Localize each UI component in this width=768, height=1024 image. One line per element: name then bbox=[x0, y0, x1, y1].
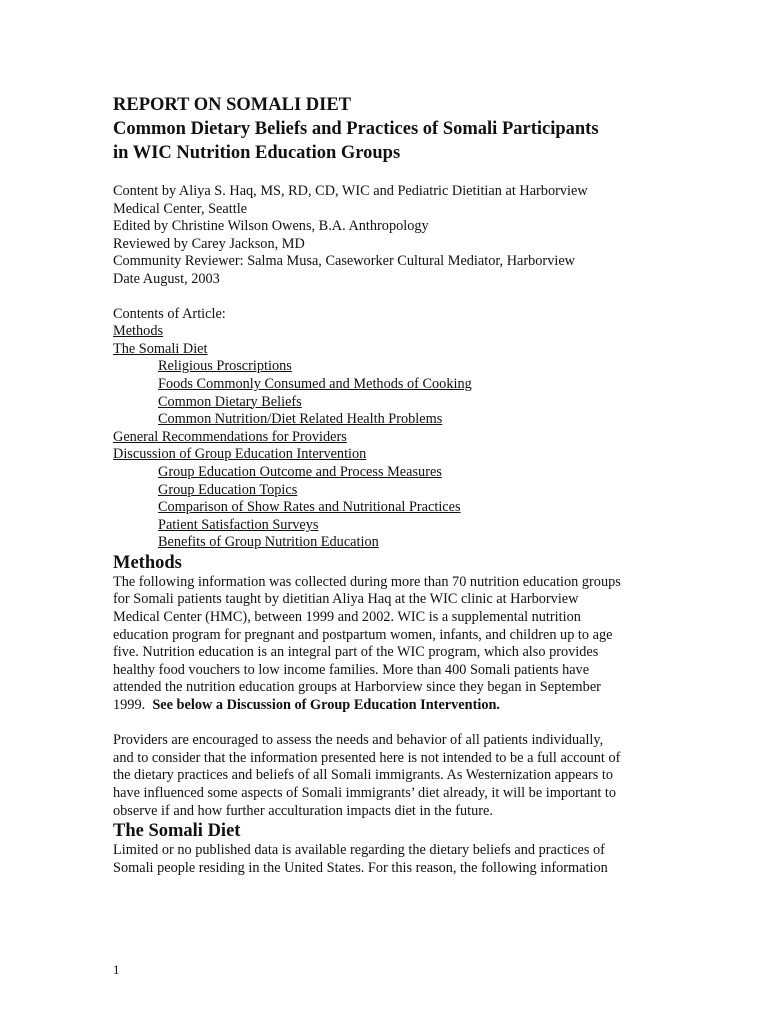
text-line: Limited or no published data is available regarding the dietary beliefs and practices of bbox=[113, 842, 605, 859]
table-of-contents bbox=[113, 306, 658, 552]
credit-line: Content by Aliya S. Haq, MS, RD, CD, WIC and Pediatric Dietitian at Harborview bbox=[113, 183, 588, 199]
toc-link-education-topics[interactable]: Group Education Topics bbox=[158, 481, 298, 498]
credit-line: Community Reviewer: Salma Musa, Caseworker Cultural Mediator, Harborview bbox=[113, 253, 575, 270]
page-number: 1 bbox=[113, 962, 120, 977]
text-line: have influenced some aspects of Somali immigrants’ diet already, it will be important to bbox=[113, 785, 617, 801]
toc-link-foods-and-cooking[interactable]: Foods Commonly Consumed and Methods of Cooking bbox=[158, 375, 472, 392]
text-line: The following information was collected during more than 70 nutrition education groups bbox=[113, 573, 621, 590]
somali-diet-heading: The Somali Diet bbox=[113, 821, 241, 842]
toc-link-outcome-measures[interactable]: Group Education Outcome and Process Measures bbox=[158, 463, 442, 480]
text-line: for Somali patients taught by dietitian Aliya Haq at the WIC clinic at Harborview bbox=[113, 591, 579, 608]
text-line: and to consider that the information presented here is not intended to be a full account of bbox=[113, 749, 621, 766]
text-line: attended the nutrition education groups at Harborview since they began in September bbox=[113, 679, 601, 696]
text-line: Medical Center (HMC), between 1999 and 2002. WIC is a supplemental nutrition bbox=[113, 609, 581, 626]
somali-diet-paragraph-1 bbox=[113, 842, 658, 877]
credit-line: Date August, 2003 bbox=[113, 270, 220, 287]
methods-paragraph-1 bbox=[113, 574, 658, 715]
toc-heading: Contents of Article: bbox=[113, 305, 226, 322]
toc-link-health-problems[interactable]: Common Nutrition/Diet Related Health Problems bbox=[158, 411, 443, 428]
methods-heading: Methods bbox=[113, 552, 182, 573]
methods-paragraph-2 bbox=[113, 732, 658, 820]
credit-line: Reviewed by Carey Jackson, MD bbox=[113, 235, 305, 252]
cross-reference-note: See below a Discussion of Group Education Intervention. bbox=[152, 697, 500, 714]
text-line: the dietary practices and beliefs of all Somali immigrants. As Westernization appears to bbox=[113, 767, 614, 784]
toc-link-somali-diet[interactable]: The Somali Diet bbox=[113, 340, 208, 357]
report-subtitle-line: Common Dietary Beliefs and Practices of Somali Participants bbox=[113, 119, 599, 139]
document-page bbox=[113, 93, 658, 877]
toc-link-satisfaction-surveys[interactable]: Patient Satisfaction Surveys bbox=[158, 516, 319, 533]
toc-link-show-rates[interactable]: Comparison of Show Rates and Nutritional Practices bbox=[158, 499, 461, 516]
text-line: 1999. bbox=[113, 697, 153, 714]
text-line: five. Nutrition education is an integral part of the WIC program, which also provides bbox=[113, 644, 599, 661]
toc-link-methods[interactable]: Methods bbox=[113, 323, 164, 340]
toc-link-benefits[interactable]: Benefits of Group Nutrition Education bbox=[158, 534, 379, 551]
report-title-line: REPORT ON SOMALI DIET bbox=[113, 95, 352, 115]
text-line: education program for pregnant and postpartum women, infants, and children up to age bbox=[113, 626, 613, 643]
credit-line: Medical Center, Seattle bbox=[113, 200, 248, 217]
text-line: healthy food vouchers to low income families. More than 400 Somali patients have bbox=[113, 661, 590, 678]
credits-block bbox=[113, 183, 658, 289]
text-line: observe if and how further acculturation impacts diet in the future. bbox=[113, 802, 493, 819]
report-title bbox=[113, 93, 658, 165]
toc-link-religious-proscriptions[interactable]: Religious Proscriptions bbox=[158, 358, 292, 375]
text-line: Providers are encouraged to assess the needs and behavior of all patients individually, bbox=[113, 732, 604, 749]
toc-link-group-education-discussion[interactable]: Discussion of Group Education Intervention bbox=[113, 446, 367, 463]
text-line: Somali people residing in the United States. For this reason, the following information bbox=[113, 859, 608, 876]
toc-link-recommendations[interactable]: General Recommendations for Providers bbox=[113, 428, 347, 445]
credit-line: Edited by Christine Wilson Owens, B.A. Anthropology bbox=[113, 218, 429, 235]
report-subtitle-line: in WIC Nutrition Education Groups bbox=[113, 143, 401, 163]
toc-link-dietary-beliefs[interactable]: Common Dietary Beliefs bbox=[158, 393, 302, 410]
